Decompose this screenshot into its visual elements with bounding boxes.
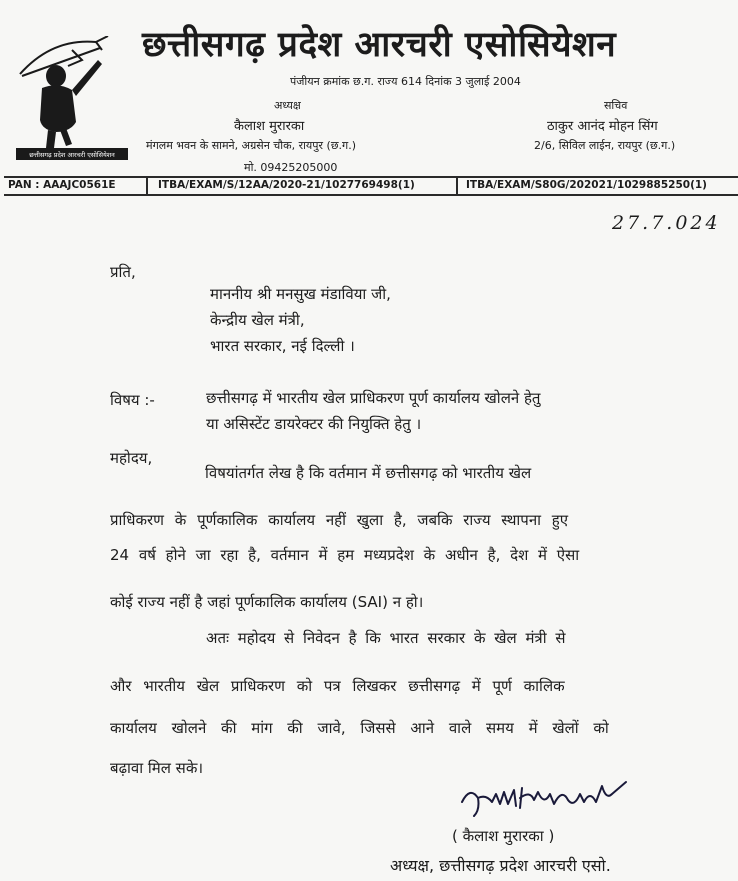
handwritten-signature bbox=[456, 776, 676, 826]
itba-12aa-number: ITBA/EXAM/S/12AA/2020-21/1027769498(1) bbox=[158, 179, 415, 191]
body-line: बढ़ावा मिल सके। bbox=[110, 759, 204, 777]
president-address: मंगलम भवन के सामने, अग्रसेन चौक, रायपुर (छ.ग.) bbox=[146, 139, 357, 152]
president-name: कैलाश मुरारका bbox=[234, 119, 305, 134]
body-line: अतः महोदय से निवेदन है कि भारत सरकार के खेल मंत्री से bbox=[206, 629, 566, 647]
letterhead-rule-top bbox=[4, 176, 738, 178]
body-line: प्राधिकरण के पूर्णकालिक कार्यालय नहीं खुला है, जबकि राज्य स्थापना हुए bbox=[110, 511, 569, 529]
secretary-title: सचिव bbox=[604, 99, 628, 112]
association-name: छत्तीसगढ़ प्रदेश आरचरी एसोसियेशन bbox=[142, 25, 617, 65]
pan-number: PAN : AAAJC0561E bbox=[8, 179, 116, 191]
body-line: विषयांतर्गत लेख है कि वर्तमान में छत्तीसगढ़ को भारतीय खेल bbox=[205, 464, 532, 482]
president-mobile: मो. 09425205000 bbox=[244, 161, 338, 174]
body-line: 24 वर्ष होने जा रहा है, वर्तमान में हम मध्यप्रदेश के अधीन है, देश में ऐसा bbox=[110, 546, 580, 564]
id-divider bbox=[146, 178, 148, 194]
president-title: अध्यक्ष bbox=[274, 99, 301, 112]
addressee-line: केन्द्रीय खेल मंत्री, bbox=[210, 311, 305, 329]
signatory-designation: अध्यक्ष, छत्तीसगढ़ प्रदेश आरचरी एसो. bbox=[390, 856, 611, 875]
subject-line: छत्तीसगढ़ में भारतीय खेल प्राधिकरण पूर्ण कार्यालय खोलने हेतु bbox=[206, 389, 541, 407]
addressee-line: माननीय श्री मनसुख मंडाविया जी, bbox=[210, 285, 391, 303]
secretary-name: ठाकुर आनंद मोहन सिंग bbox=[547, 119, 658, 134]
body-line: कार्यालय खोलने की मांग की जावे, जिससे आने वाले समय में खेलों को bbox=[110, 719, 609, 737]
body-line: और भारतीय खेल प्राधिकरण को पत्र लिखकर छत्तीसगढ़ में पूर्ण कालिक bbox=[110, 677, 565, 695]
letter-date: 27.7.024 bbox=[612, 212, 721, 234]
logo-caption: छत्तीसगढ़ प्रदेश आरचरी एसोसियेशन bbox=[29, 151, 115, 159]
subject-line: या असिस्टेंट डायरेक्टर की नियुक्ति हेतु । bbox=[206, 415, 422, 433]
secretary-address: 2/6, सिविल लाईन, रायपुर (छ.ग.) bbox=[534, 139, 676, 152]
id-divider bbox=[456, 178, 458, 194]
association-logo bbox=[12, 36, 132, 162]
to-label: प्रति, bbox=[110, 263, 136, 281]
addressee-line: भारत सरकार, नई दिल्ली । bbox=[210, 337, 355, 355]
registration-line: पंजीयन क्रमांक छ.ग. राज्य 614 दिनांक 3 जुलाई 2004 bbox=[290, 75, 521, 88]
letterhead-rule-bottom bbox=[4, 194, 738, 196]
subject-label: विषय :- bbox=[110, 391, 155, 409]
salutation: महोदय, bbox=[110, 449, 153, 467]
signatory-name: ( कैलाश मुरारका ) bbox=[452, 827, 555, 845]
body-line: कोई राज्य नहीं है जहां पूर्णकालिक कार्यालय (SAI) न हो। bbox=[110, 593, 424, 611]
itba-80g-number: ITBA/EXAM/S80G/202021/1029885250(1) bbox=[466, 179, 707, 191]
